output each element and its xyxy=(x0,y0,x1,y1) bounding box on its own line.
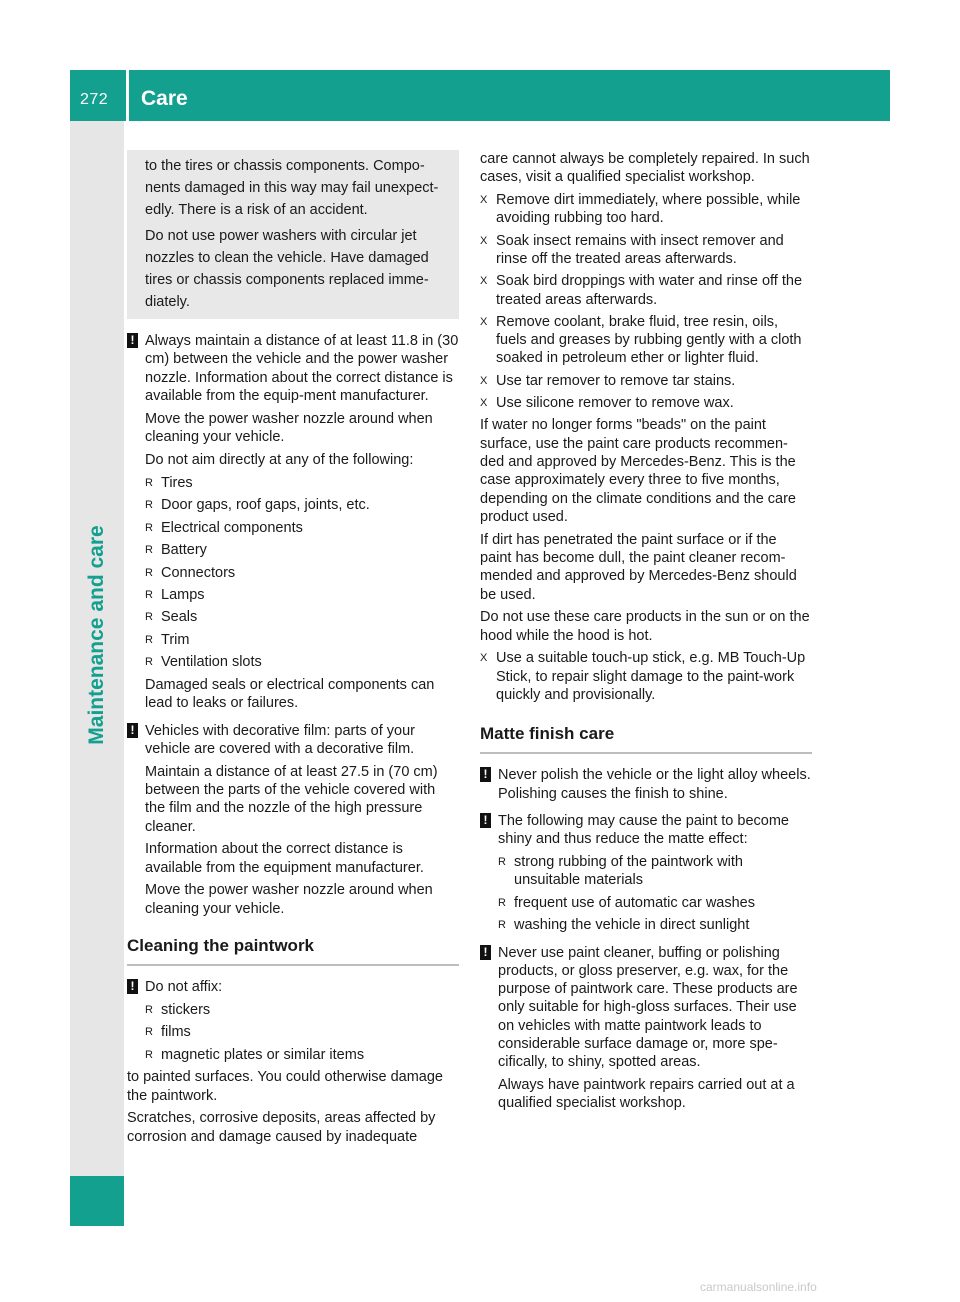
list-item: R Ventilation slots xyxy=(145,654,262,671)
list-item: R Lamps xyxy=(145,587,205,603)
list-item: R films xyxy=(145,1024,191,1041)
paragraph: Never use paint cleaner, buffing or polishing products, or gloss preserver, e.g. wax, for the purpose of paintwork care. These products are only suitable for high-gloss surfaces. Their use on vehicles with matte paintwork leads to considerable surface damage or, more spe-cifically, to shiny, spotted areas. xyxy=(498,944,798,1071)
list-item: R washing the vehicle in direct sunlight xyxy=(498,917,750,934)
list-item: R Trim xyxy=(145,631,190,648)
paragraph: Maintain a distance of at least 27.5 in (70 cm) between the parts of the vehicle covered with the film and the nozzle of the high pressure cleaner. xyxy=(145,763,438,835)
bullet-icon: R xyxy=(145,1003,153,1016)
exclamation-icon: ! xyxy=(127,979,138,994)
bullet-icon: R xyxy=(145,1048,153,1061)
warning-box xyxy=(127,150,459,319)
bullet-icon: R xyxy=(145,589,153,601)
step-icon: X xyxy=(480,397,488,410)
step-item: X Remove dirt immediately, where possible, while avoiding rubbing too hard. xyxy=(480,192,801,227)
bullet-icon: R xyxy=(498,896,506,909)
notice xyxy=(127,722,459,759)
step-icon: X xyxy=(480,275,488,288)
bullet-icon: R xyxy=(145,521,153,534)
paragraph: Scratches, corrosive deposits, areas affected by corrosion and damage caused by inadequate xyxy=(127,1110,436,1145)
step-icon: X xyxy=(480,234,488,247)
exclamation-icon: ! xyxy=(480,813,491,828)
right-column xyxy=(480,150,812,1117)
paragraph: to the tires or chassis components. Compo-nents damaged in this way may fail unexpect-edly. There is a risk of an accident. xyxy=(145,158,439,218)
step-icon: X xyxy=(480,374,488,387)
paragraph: Always maintain a distance of at least 11.8 in (30 cm) between the vehicle and the power washer nozzle. Information about the correct distance is available from the equip-ment manufacturer. xyxy=(145,333,459,404)
affix-list xyxy=(127,1001,459,1064)
list-item: R strong rubbing of the paintwork with unsuitable materials xyxy=(498,854,743,889)
paragraph: Do not affix: xyxy=(145,979,223,995)
step-icon: X xyxy=(480,652,488,665)
header-bar xyxy=(70,70,890,121)
list-item: R Door gaps, roof gaps, joints, etc. xyxy=(145,497,370,514)
step-item: X Soak insect remains with insect remover and rinse off the treated areas afterwards. xyxy=(480,232,784,267)
page-number: 272 xyxy=(80,91,109,108)
paragraph: Do not use these care products in the sun or on the hood while the hood is hot. xyxy=(480,609,810,644)
step-item: X Use a suitable touch-up stick, e.g. MB Touch-Up Stick, to repair slight damage to the paint-work quickly and provisionally. xyxy=(480,650,806,704)
list-item: R magnetic plates or similar items xyxy=(145,1046,365,1063)
step-item: X Remove coolant, brake fluid, tree resin, oils, fuels and greases by rubbing gently with a cloth soaked in petroleum ether or lighter fluid. xyxy=(480,313,802,367)
paragraph: Move the power washer nozzle around when cleaning your vehicle. xyxy=(145,882,433,917)
exclamation-icon: ! xyxy=(480,767,491,782)
watermark: carmanualsonline.info xyxy=(700,1280,817,1294)
paragraph: Damaged seals or electrical components can lead to leaks or failures. xyxy=(145,676,435,712)
header-separator xyxy=(126,70,129,121)
bullet-icon: R xyxy=(145,611,153,624)
bullet-icon: R xyxy=(145,566,153,579)
exclamation-icon: ! xyxy=(127,333,138,348)
paragraph: The following may cause the paint to become shiny and thus reduce the matte effect: xyxy=(498,812,789,848)
notice xyxy=(480,944,812,1072)
section-heading: Matte finish care xyxy=(480,724,812,754)
paragraph: to painted surfaces. You could otherwise damage the paintwork. xyxy=(127,1069,443,1104)
aim-list xyxy=(127,474,459,672)
notice xyxy=(127,332,459,405)
notice xyxy=(480,812,812,849)
bullet-icon: R xyxy=(145,499,153,512)
notice xyxy=(480,766,812,803)
bullet-icon: R xyxy=(145,656,153,669)
matte-list xyxy=(480,853,812,935)
step-icon: X xyxy=(480,194,488,207)
paragraph: Information about the correct distance is available from the equipment manufacturer. xyxy=(145,841,424,876)
bullet-icon: R xyxy=(145,633,153,646)
paragraph: Never polish the vehicle or the light alloy wheels. Polishing causes the finish to shine. xyxy=(498,767,811,802)
step-item: X Use silicone remover to remove wax. xyxy=(480,395,734,412)
list-item: R Battery xyxy=(145,542,207,559)
section-heading: Cleaning the paintwork xyxy=(127,936,459,966)
exclamation-icon: ! xyxy=(127,723,138,738)
list-item: R Tires xyxy=(145,474,193,491)
notice xyxy=(127,978,459,996)
step-item: X Use tar remover to remove tar stains. xyxy=(480,372,736,389)
list-item: R Connectors xyxy=(145,564,236,581)
paragraph: Vehicles with decorative film: parts of your vehicle are covered with a decorative film. xyxy=(145,722,415,757)
bullet-icon: R xyxy=(145,544,153,557)
step-item: X Soak bird droppings with water and rinse off the treated areas afterwards. xyxy=(480,273,803,308)
list-item: R stickers xyxy=(145,1001,211,1018)
paragraph: Do not use power washers with circular jet nozzles to clean the vehicle. Have damaged tires or chassis components replaced imme-diately. xyxy=(145,228,429,310)
paragraph: If dirt has penetrated the paint surface or if the paint has become dull, the paint cleaner recom-mended and approved by Mercedes-Benz should be used. xyxy=(480,531,797,603)
section-tab xyxy=(70,1176,124,1226)
section-label: Maintenance and care xyxy=(85,525,108,745)
page-title: Care xyxy=(141,87,188,110)
bullet-icon: R xyxy=(145,476,153,489)
list-item: R frequent use of automatic car washes xyxy=(498,894,755,911)
bullet-icon: R xyxy=(145,1026,153,1039)
bullet-icon: R xyxy=(498,919,506,932)
paragraph: care cannot always be completely repaired. In such cases, visit a qualified specialist workshop. xyxy=(480,151,810,186)
paragraph: If water no longer forms "beads" on the paint surface, use the paint care products recommen-ded and approved by Mercedes-Benz. This is the case approximately every three to five months, depending on the climate conditions and the care product used. xyxy=(480,417,796,525)
list-item: R Electrical components xyxy=(145,519,303,536)
paragraph: Move the power washer nozzle around when cleaning your vehicle. xyxy=(145,410,433,445)
paragraph: Always have paintwork repairs carried out at a qualified specialist workshop. xyxy=(498,1077,795,1112)
paragraph: Do not aim directly at any of the following: xyxy=(145,451,414,468)
step-list xyxy=(480,191,812,412)
left-column xyxy=(127,150,459,1150)
exclamation-icon: ! xyxy=(480,945,491,960)
list-item: R Seals xyxy=(145,609,198,626)
step-icon: X xyxy=(480,315,488,328)
bullet-icon: R xyxy=(498,856,506,868)
